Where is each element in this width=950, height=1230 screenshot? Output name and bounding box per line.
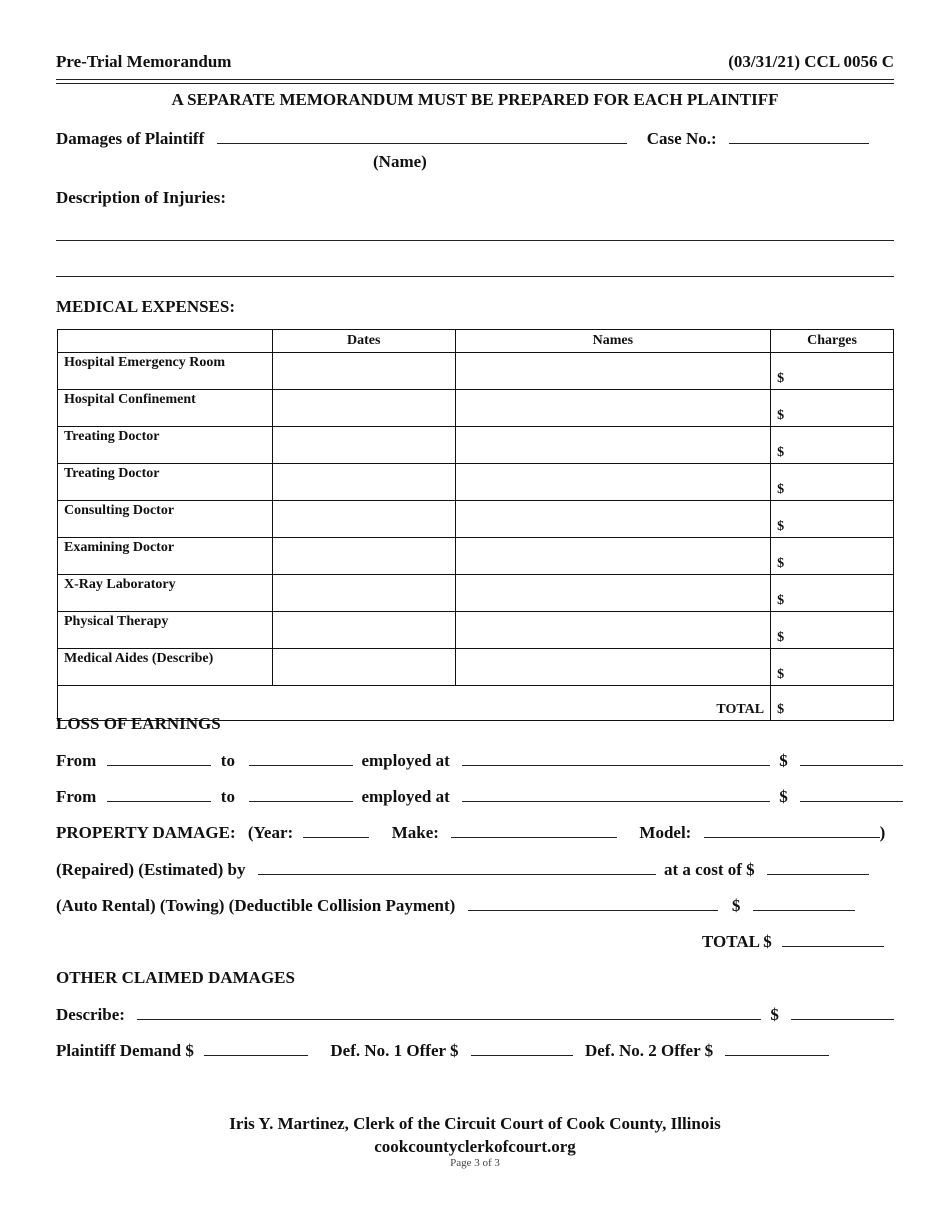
row-label: Hospital Confinement	[58, 390, 273, 427]
dates-cell[interactable]	[272, 538, 455, 575]
table-row	[58, 538, 894, 575]
year-field[interactable]	[303, 823, 369, 838]
charges-cell[interactable]	[771, 649, 894, 686]
currency-sign: $	[777, 593, 785, 608]
col-header-names: Names	[455, 330, 771, 353]
plaintiff-demand-label: Plaintiff Demand $	[56, 1041, 194, 1060]
total-label: TOTAL	[58, 686, 771, 721]
earnings-row-1	[56, 751, 903, 771]
form-title: Pre-Trial Memorandum	[56, 52, 232, 71]
currency-sign: $	[777, 482, 785, 497]
property-damage-row	[56, 823, 885, 843]
row-label: Physical Therapy	[58, 612, 273, 649]
table-row	[58, 501, 894, 538]
table-header-row	[58, 330, 894, 353]
damages-label: Damages of Plaintiff	[56, 129, 205, 148]
model-label: Model:	[639, 823, 692, 842]
names-cell[interactable]	[455, 575, 771, 612]
table-row	[58, 575, 894, 612]
injuries-line-1[interactable]	[56, 240, 894, 241]
describe-row	[56, 1005, 894, 1025]
employed-at-label: employed at	[361, 751, 450, 770]
dates-cell[interactable]	[272, 649, 455, 686]
table-row	[58, 427, 894, 464]
def2-offer-label: Def. No. 2 Offer $	[584, 1041, 714, 1060]
to-date-field[interactable]	[249, 787, 353, 802]
earnings-amount-field[interactable]	[800, 787, 903, 802]
charges-cell[interactable]	[771, 612, 894, 649]
charges-cell[interactable]	[771, 427, 894, 464]
property-total-label: TOTAL $	[702, 932, 772, 951]
col-header-charges: Charges	[771, 330, 894, 353]
names-cell[interactable]	[455, 427, 771, 464]
from-date-field[interactable]	[107, 751, 211, 766]
dates-cell[interactable]	[272, 427, 455, 464]
charges-cell[interactable]	[771, 353, 894, 390]
separate-memo-notice: A SEPARATE MEMORANDUM MUST BE PREPARED FOR EACH PLAINTIFF	[171, 90, 779, 109]
charges-cell[interactable]	[771, 464, 894, 501]
dates-cell[interactable]	[272, 575, 455, 612]
name-caption: (Name)	[373, 152, 427, 171]
table-row	[58, 612, 894, 649]
from-label: From	[56, 787, 97, 806]
to-label: to	[220, 787, 235, 806]
total-charges-cell[interactable]	[771, 686, 894, 721]
plaintiff-demand-field[interactable]	[204, 1041, 308, 1056]
currency-sign: $	[777, 371, 785, 386]
case-number-label: Case No.:	[646, 129, 717, 148]
row-label: Treating Doctor	[58, 464, 273, 501]
describe-field[interactable]	[137, 1005, 761, 1020]
row-label: Treating Doctor	[58, 427, 273, 464]
currency-sign: $	[777, 702, 785, 717]
make-label: Make:	[391, 823, 439, 842]
currency-sign: $	[777, 445, 785, 460]
employer-field[interactable]	[462, 787, 770, 802]
injuries-line-2[interactable]	[56, 276, 894, 277]
dates-cell[interactable]	[272, 464, 455, 501]
repaired-by-field[interactable]	[258, 860, 656, 875]
from-label: From	[56, 751, 97, 770]
describe-label: Describe:	[56, 1005, 125, 1024]
charges-cell[interactable]	[771, 538, 894, 575]
case-number-field[interactable]	[729, 129, 869, 144]
loss-of-earnings-heading: LOSS OF EARNINGS	[56, 714, 221, 733]
repaired-row	[56, 860, 869, 880]
currency-sign: $	[777, 556, 785, 571]
rental-row	[56, 896, 855, 916]
names-cell[interactable]	[455, 501, 771, 538]
employer-field[interactable]	[462, 751, 770, 766]
def1-offer-field[interactable]	[471, 1041, 573, 1056]
row-label: Medical Aides (Describe)	[58, 649, 273, 686]
names-cell[interactable]	[455, 538, 771, 575]
repaired-estimated-label: (Repaired) (Estimated) by	[56, 860, 246, 879]
currency-sign: $	[777, 630, 785, 645]
def2-offer-field[interactable]	[725, 1041, 829, 1056]
dates-cell[interactable]	[272, 353, 455, 390]
header-rule-top	[56, 79, 894, 80]
rental-description-field[interactable]	[468, 896, 718, 911]
table-row	[58, 353, 894, 390]
row-label: Consulting Doctor	[58, 501, 273, 538]
dates-cell[interactable]	[272, 612, 455, 649]
names-cell[interactable]	[455, 464, 771, 501]
currency-sign: $	[777, 408, 785, 423]
col-header-dates: Dates	[272, 330, 455, 353]
damages-row	[56, 129, 869, 149]
charges-cell[interactable]	[771, 390, 894, 427]
earnings-row-2	[56, 787, 903, 807]
row-label: Examining Doctor	[58, 538, 273, 575]
earnings-amount-field[interactable]	[800, 751, 903, 766]
names-cell[interactable]	[455, 390, 771, 427]
currency-sign: $	[770, 1005, 779, 1024]
close-paren: )	[879, 823, 886, 842]
medical-expenses-heading: MEDICAL EXPENSES:	[56, 297, 236, 316]
names-cell[interactable]	[455, 612, 771, 649]
property-damage-label: PROPERTY DAMAGE:	[56, 823, 236, 842]
currency-sign: $	[777, 667, 785, 682]
property-total-field[interactable]	[782, 932, 884, 947]
table-row	[58, 390, 894, 427]
col-header-label	[58, 330, 273, 353]
cost-label: at a cost of $	[664, 860, 755, 879]
page-number: Page 3 of 3	[450, 1157, 500, 1169]
form-code: (03/31/21) CCL 0056 C	[728, 52, 894, 71]
currency-sign: $	[731, 896, 741, 915]
names-cell[interactable]	[455, 353, 771, 390]
currency-sign: $	[777, 519, 785, 534]
dates-cell[interactable]	[272, 390, 455, 427]
repair-cost-field[interactable]	[767, 860, 869, 875]
model-field[interactable]	[704, 823, 880, 838]
make-field[interactable]	[451, 823, 617, 838]
rental-amount-field[interactable]	[753, 896, 855, 911]
other-amount-field[interactable]	[791, 1005, 894, 1020]
dates-cell[interactable]	[272, 501, 455, 538]
row-label: Hospital Emergency Room	[58, 353, 273, 390]
rental-towing-label: (Auto Rental) (Towing) (Deductible Collision Payment)	[56, 896, 456, 915]
to-date-field[interactable]	[249, 751, 353, 766]
year-label: (Year:	[247, 823, 294, 842]
clerk-website: cookcountyclerkofcourt.org	[374, 1137, 576, 1156]
plaintiff-name-field[interactable]	[217, 129, 627, 144]
to-label: to	[220, 751, 235, 770]
offers-row	[56, 1041, 829, 1061]
def1-offer-label: Def. No. 1 Offer $	[330, 1041, 459, 1060]
currency-sign: $	[779, 787, 788, 806]
header-rule-bottom	[56, 83, 894, 84]
medical-expenses-table	[57, 329, 894, 721]
charges-cell[interactable]	[771, 575, 894, 612]
other-damages-heading: OTHER CLAIMED DAMAGES	[56, 968, 295, 987]
employed-at-label: employed at	[361, 787, 450, 806]
property-total-row	[702, 932, 884, 952]
currency-sign: $	[779, 751, 788, 770]
from-date-field[interactable]	[107, 787, 211, 802]
table-row	[58, 649, 894, 686]
row-label: X-Ray Laboratory	[58, 575, 273, 612]
names-cell[interactable]	[455, 649, 771, 686]
table-row	[58, 464, 894, 501]
clerk-name: Iris Y. Martinez, Clerk of the Circuit Court of Cook County, Illinois	[229, 1114, 721, 1133]
charges-cell[interactable]	[771, 501, 894, 538]
injuries-label: Description of Injuries:	[56, 188, 226, 207]
